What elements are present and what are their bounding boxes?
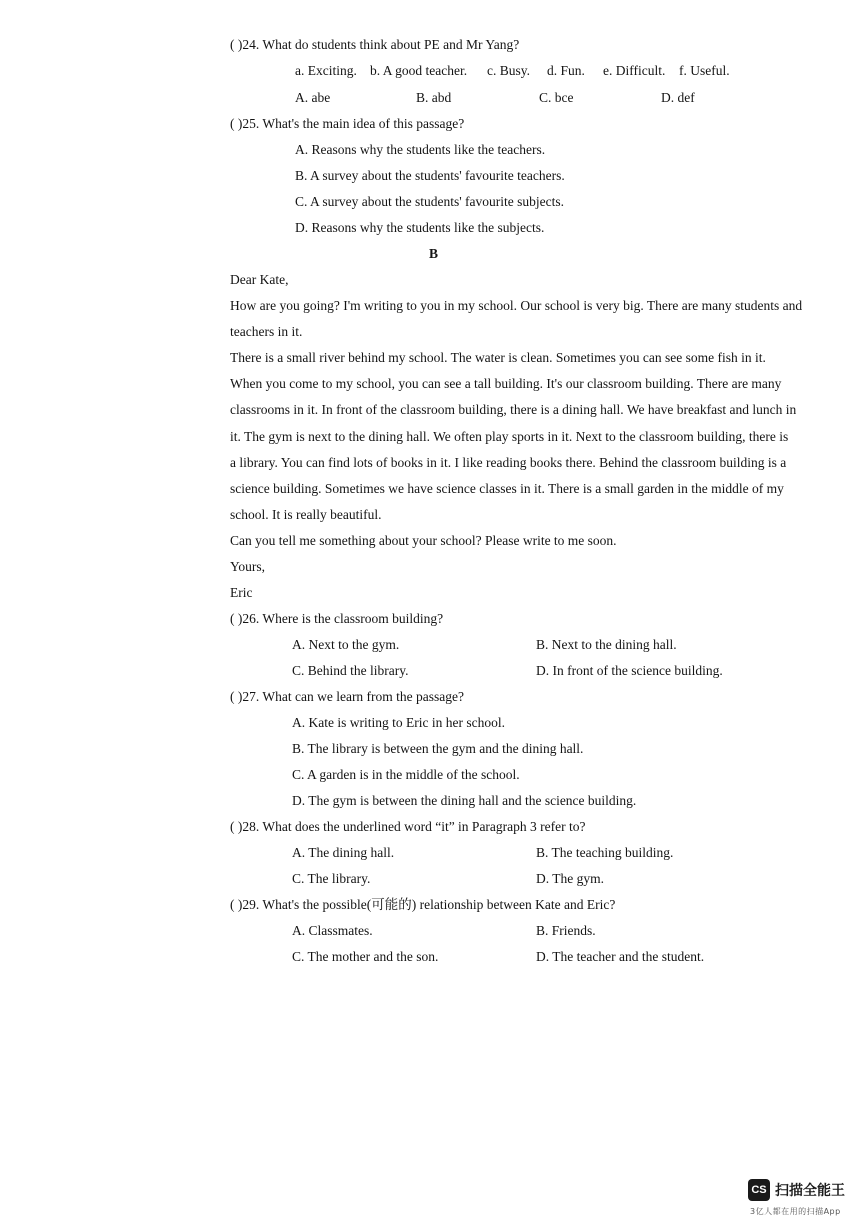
- q25-option-a: A. Reasons why the students like the teachers.: [295, 142, 546, 157]
- q28-option-d: D. The gym.: [536, 871, 604, 886]
- q25-option-b: B. A survey about the students' favourite teachers.: [295, 168, 565, 183]
- q24-choice-c: c. Busy.: [487, 63, 530, 78]
- letter-line: When you come to my school, you can see a tall building. It's our classroom building. There are many: [230, 376, 782, 391]
- q24-option-c: C. bce: [539, 90, 574, 105]
- letter-line: How are you going? I'm writing to you in my school. Our school is very big. There are many students and: [230, 298, 803, 313]
- q29-option-c: C. The mother and the son.: [292, 949, 439, 964]
- letter-line: Can you tell me something about your school? Please write to me soon.: [230, 533, 617, 548]
- question-27-stem: ( )27. What can we learn from the passage?: [230, 689, 465, 704]
- q24-choice-a: a. Exciting.: [295, 63, 357, 78]
- q29-option-d: D. The teacher and the student.: [536, 949, 705, 964]
- q29-option-a: A. Classmates.: [292, 923, 373, 938]
- q24-option-a: A. abe: [295, 90, 331, 105]
- q25-option-d: D. Reasons why the students like the subjects.: [295, 220, 545, 235]
- q27-option-a: A. Kate is writing to Eric in her school.: [292, 715, 505, 730]
- letter-line: classrooms in it. In front of the classroom building, there is a dining hall. We have breakfast and lunch in: [230, 402, 797, 417]
- q29-option-b: B. Friends.: [536, 923, 596, 938]
- q24-choice-f: f. Useful.: [679, 63, 730, 78]
- q27-option-c: C. A garden is in the middle of the school.: [292, 767, 520, 782]
- letter-line: science building. Sometimes we have science classes in it. There is a small garden in the middle of my: [230, 481, 784, 496]
- letter-line: school. It is really beautiful.: [230, 507, 382, 522]
- q28-option-a: A. The dining hall.: [292, 845, 395, 860]
- letter-signature: Eric: [230, 585, 253, 600]
- question-28-stem: ( )28. What does the underlined word “it” in Paragraph 3 refer to?: [230, 819, 586, 834]
- q24-option-b: B. abd: [416, 90, 452, 105]
- question-26-stem: ( )26. Where is the classroom building?: [230, 611, 444, 626]
- letter-line: a library. You can find lots of books in it. I like reading books there. Behind the classroom building is a: [230, 455, 787, 470]
- camscanner-tagline: 3亿人都在用的扫描App: [750, 1207, 841, 1216]
- q25-option-c: C. A survey about the students' favourite subjects.: [295, 194, 565, 209]
- q24-choice-b: b. A good teacher.: [370, 63, 468, 78]
- letter-line: it. The gym is next to the dining hall. We often play sports in it. Next to the classroom building, there is: [230, 429, 789, 444]
- q27-option-b: B. The library is between the gym and the dining hall.: [292, 741, 584, 756]
- q26-option-d: D. In front of the science building.: [536, 663, 723, 678]
- question-29-stem: ( )29. What's the possible(可能的) relationship between Kate and Eric?: [230, 897, 616, 912]
- q26-option-a: A. Next to the gym.: [292, 637, 400, 652]
- letter-line: There is a small river behind my school. The water is clean. Sometimes you can see some fish in it.: [230, 350, 766, 365]
- q24-choice-e: e. Difficult.: [603, 63, 666, 78]
- letter-closing: Yours,: [230, 559, 266, 574]
- q27-option-d: D. The gym is between the dining hall and the science building.: [292, 793, 637, 808]
- q26-option-c: C. Behind the library.: [292, 663, 409, 678]
- camscanner-logo-icon: CS: [748, 1179, 770, 1201]
- q26-option-b: B. Next to the dining hall.: [536, 637, 677, 652]
- q28-option-c: C. The library.: [292, 871, 371, 886]
- question-25-stem: ( )25. What's the main idea of this passage?: [230, 116, 465, 131]
- section-heading: B: [428, 246, 438, 261]
- letter-line: teachers in it.: [230, 324, 303, 339]
- question-24-stem: ( )24. What do students think about PE and Mr Yang?: [230, 37, 520, 52]
- q28-option-b: B. The teaching building.: [536, 845, 674, 860]
- q24-option-d: D. def: [661, 90, 695, 105]
- q24-choice-d: d. Fun.: [547, 63, 585, 78]
- letter-greeting: Dear Kate,: [230, 272, 289, 287]
- camscanner-name: 扫描全能王: [775, 1183, 845, 1199]
- camscanner-watermark: [748, 1179, 848, 1219]
